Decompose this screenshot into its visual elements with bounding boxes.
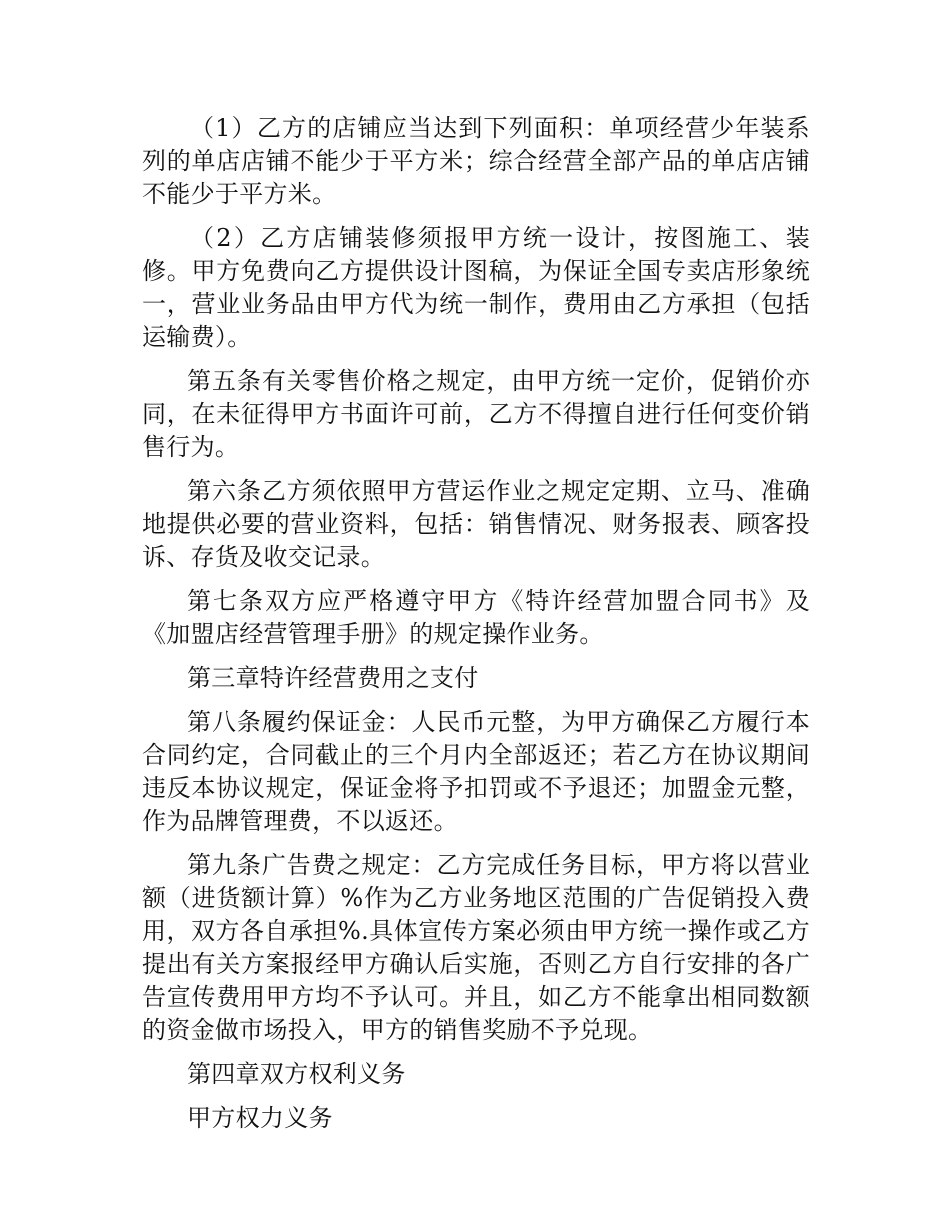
paragraph-shop-decoration: （2）乙方店铺装修须报甲方统一设计，按图施工、装修。甲方免费向乙方提供设计图稿，为保证全国专卖店形象统一，营业业务品由甲方代为统一制作，费用由乙方承担（包括运输费）。 (142, 224, 810, 351)
document-page (142, 112, 810, 1146)
paragraph-shop-area: （1）乙方的店铺应当达到下列面积：单项经营少年装系列的单店店铺不能少于平方米；综合经营全部产品的单店店铺不能少于平方米。 (142, 114, 810, 208)
chapter-4-heading: 第四章双方权利义务 (187, 1060, 406, 1088)
section-party-a-rights: 甲方权力义务 (187, 1104, 333, 1132)
paragraph-article-6: 第六条乙方须依照甲方营运作业之规定定期、立马、准确地提供必要的营业资料，包括：销售情况、财务报表、顾客投诉、存货及收交记录。 (142, 477, 810, 571)
chapter-3-heading: 第三章特许经营费用之支付 (187, 664, 479, 692)
paragraph-article-7: 第七条双方应严格遵守甲方《特许经营加盟合同书》及《加盟店经营管理手册》的规定操作业务。 (142, 587, 810, 648)
paragraph-article-8: 第八条履约保证金：人民币元整，为甲方确保乙方履行本合同约定，合同截止的三个月内全部返还；若乙方在协议期间违反本协议规定，保证金将予扣罚或不予退还；加盟金元整，作为品牌管理费，不以返还。 (142, 708, 810, 835)
paragraph-article-9: 第九条广告费之规定：乙方完成任务目标，甲方将以营业额（进货额计算）%作为乙方业务地区范围的广告促销投入费用，双方各自承担%.具体宣传方案必须由甲方统一操作或乙方提出有关方案报经甲方确认后实施，否则乙方自行安排的各广告宣传费用甲方均不予认可。并且，如乙方不能拿出相同数额的资金做市场投入，甲方的销售奖励不予兑现。 (142, 851, 810, 1044)
paragraph-article-5: 第五条有关零售价格之规定，由甲方统一定价，促销价亦同，在未征得甲方书面许可前，乙方不得擅自进行任何变价销售行为。 (142, 367, 810, 461)
